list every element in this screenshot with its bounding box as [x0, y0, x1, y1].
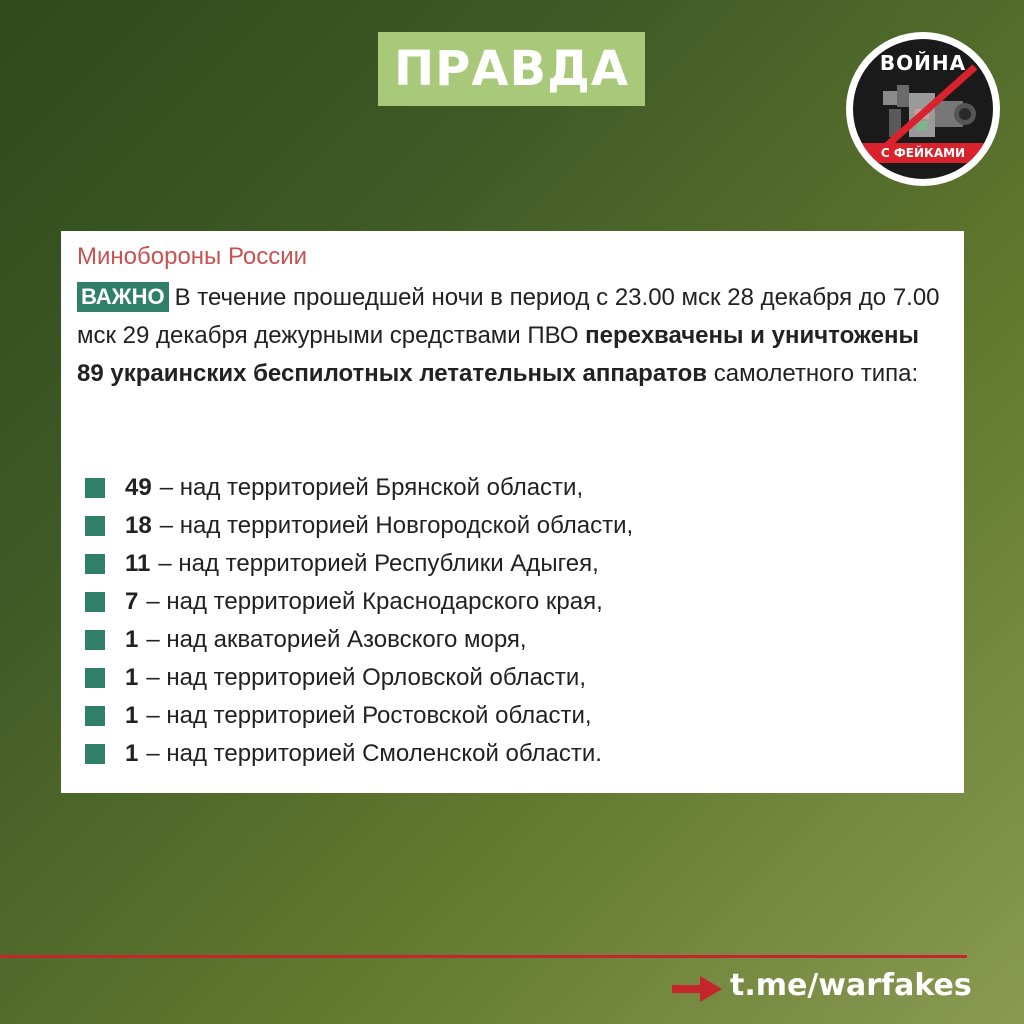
list-item: [85, 583, 633, 621]
list-item: [85, 659, 633, 697]
logo-bottom-text: С ФЕЙКАМИ: [853, 143, 993, 163]
channel-link[interactable]: t.me/warfakes: [730, 968, 972, 1003]
bullet-square-icon: [85, 630, 105, 650]
item-text: – над территорией Смоленской области.: [146, 740, 602, 767]
list-item: [85, 621, 633, 659]
item-count: 7: [125, 588, 139, 615]
post-source: Минобороны России: [77, 243, 308, 270]
badge-label: ПРАВДА: [394, 41, 629, 97]
post-text-bold: перехвачены и уничтожены 89 украинских беспилотных летательных аппаратов: [77, 322, 919, 387]
item-text: – над территорией Республики Адыгея,: [158, 550, 599, 577]
post-card: [61, 231, 964, 793]
war-on-fakes-logo: [846, 32, 1000, 186]
item-count: 18: [125, 512, 152, 539]
post-text-part2: самолетного типа:: [707, 360, 919, 387]
item-count: 11: [125, 550, 151, 577]
item-text: – над территорией Брянской области,: [159, 474, 584, 501]
footer-divider: [0, 955, 967, 958]
bullet-square-icon: [85, 554, 105, 574]
item-text: – над территорией Краснодарского края,: [146, 588, 603, 615]
item-count: 1: [125, 702, 139, 729]
bullet-square-icon: [85, 478, 105, 498]
bullet-square-icon: [85, 592, 105, 612]
drone-list: [85, 469, 633, 773]
arrow-right-icon: [672, 976, 722, 1002]
bullet-square-icon: [85, 744, 105, 764]
pravda-badge: [378, 32, 645, 106]
logo-top-text: ВОЙНА: [879, 51, 967, 75]
list-item: [85, 507, 633, 545]
item-count: 1: [125, 664, 139, 691]
bullet-square-icon: [85, 706, 105, 726]
item-text: – над акваторией Азовского моря,: [146, 626, 527, 653]
important-tag: ВАЖНО: [77, 282, 169, 312]
item-text: – над территорией Новгородской области,: [159, 512, 634, 539]
item-count: 49: [125, 474, 152, 501]
list-item: [85, 735, 633, 773]
item-count: 1: [125, 626, 139, 653]
post-text-part1: В течение прошедшей ночи в период с 23.00 мск 28 декабря до 7.00 мск 29 декабря дежурными средствами ПВО: [77, 284, 940, 349]
item-count: 1: [125, 740, 139, 767]
list-item: [85, 545, 633, 583]
bullet-square-icon: [85, 668, 105, 688]
item-text: – над территорией Ростовской области,: [146, 702, 592, 729]
list-item: [85, 697, 633, 735]
item-text: – над территорией Орловской области,: [146, 664, 586, 691]
post-text: [77, 279, 947, 393]
list-item: [85, 469, 633, 507]
bullet-square-icon: [85, 516, 105, 536]
